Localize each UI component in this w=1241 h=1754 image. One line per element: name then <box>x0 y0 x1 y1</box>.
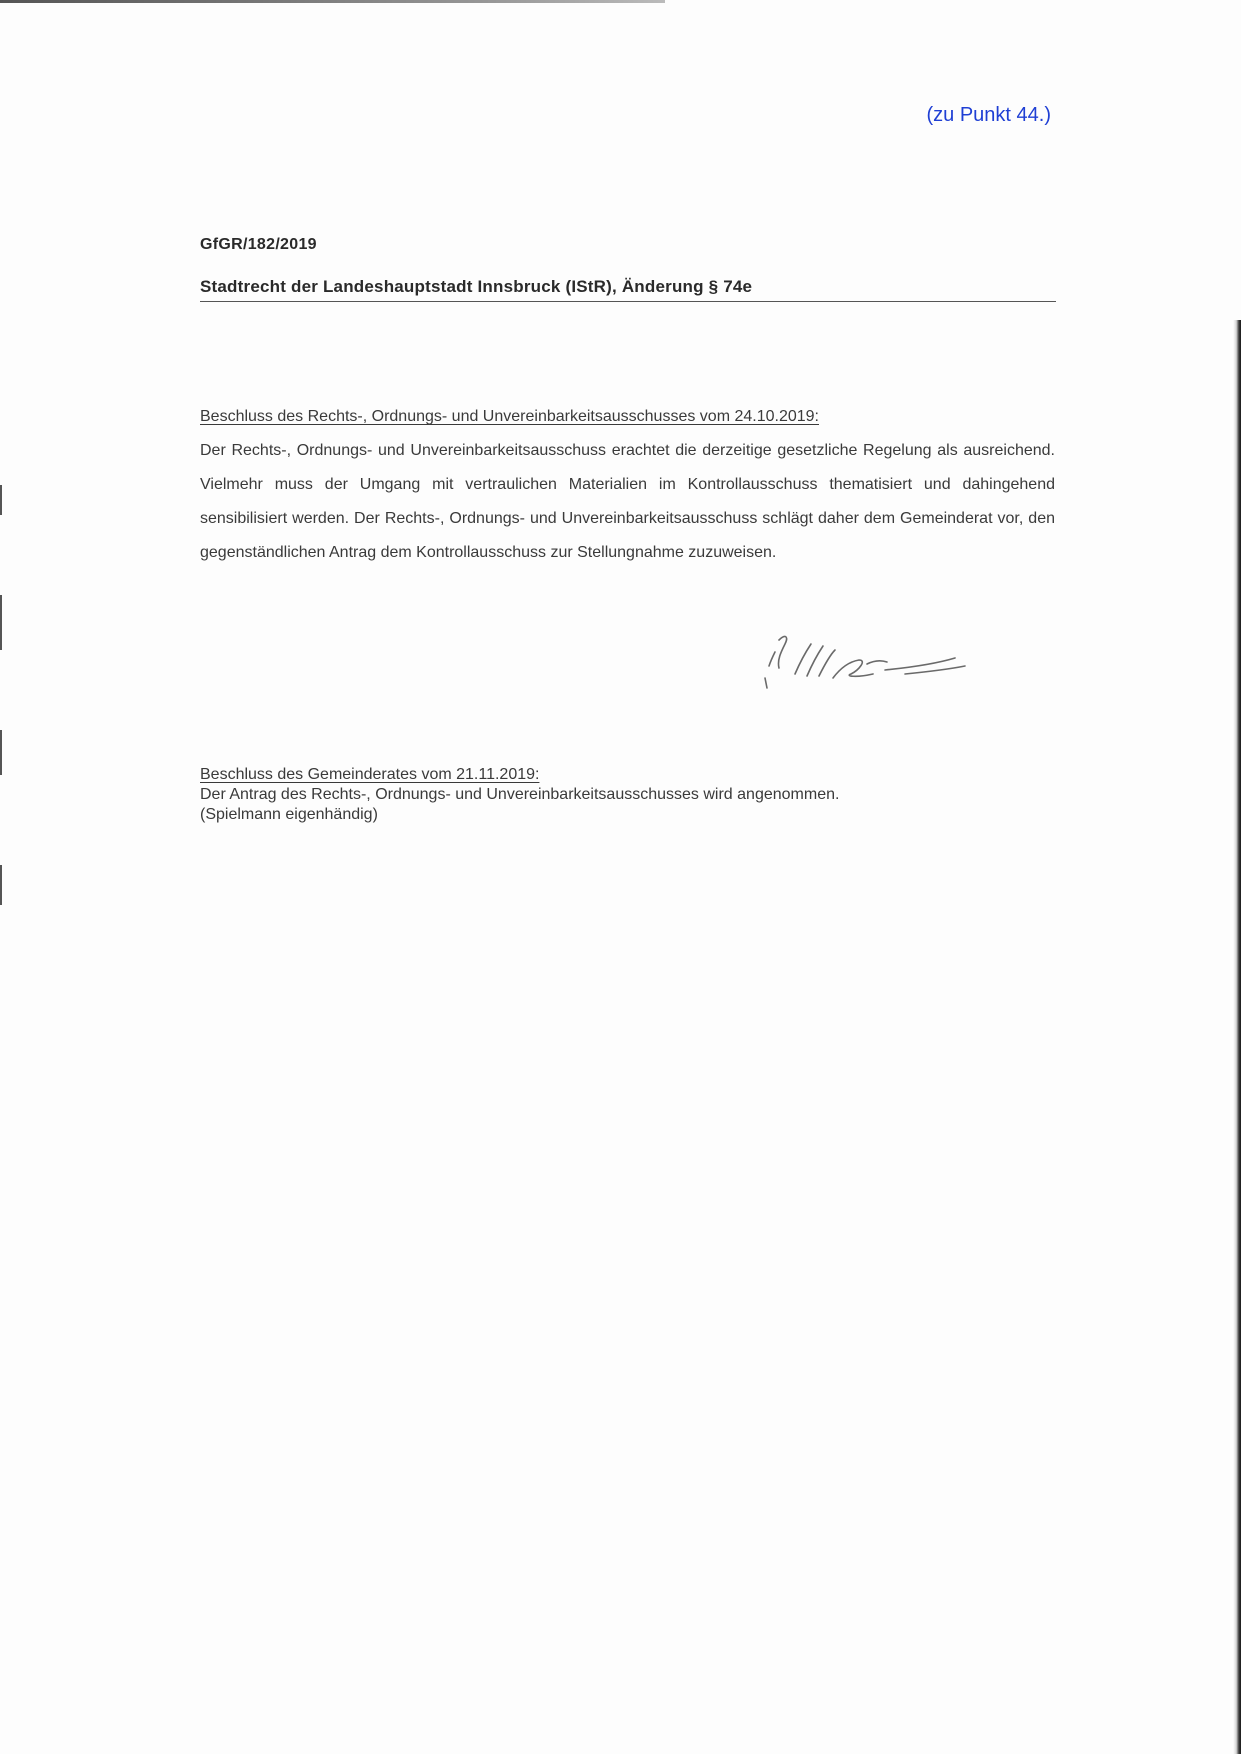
council-resolution-note: (Spielmann eigenhändig) <box>200 806 378 823</box>
scan-left-mark <box>0 485 2 515</box>
committee-resolution <box>200 400 1055 570</box>
reference-note: (zu Punkt 44.) <box>926 104 1051 126</box>
council-resolution <box>200 765 960 825</box>
scan-left-mark <box>0 865 2 905</box>
document-subject: Stadtrecht der Landeshauptstadt Innsbruck (IStR), Änderung § 74e <box>200 277 1056 302</box>
scan-left-mark <box>0 595 2 650</box>
council-resolution-heading: Beschluss des Gemeinderates vom 21.11.2019: <box>200 766 540 783</box>
committee-resolution-text: Der Rechts-, Ordnungs- und Unvereinbarkeitsausschuss erachtet die derzeitige gesetzliche Regelung als ausreichend. Vielmehr muss der Umgang mit vertraulichen Materialien im Kontrollausschuss thematisiert und dahingehend sensibilisiert werden. Der Rechts-, Ordnungs- und Unvereinbarkeitsausschuss schlägt daher dem Gemeinderat vor, den gegenständlichen Antrag dem Kontrollausschuss zur Stellungnahme zuzuweisen. <box>200 442 1055 561</box>
scan-right-edge <box>1233 320 1241 1754</box>
document-number: GfGR/182/2019 <box>200 236 317 253</box>
scan-top-edge <box>0 0 665 3</box>
committee-resolution-heading: Beschluss des Rechts-, Ordnungs- und Unvereinbarkeitsausschusses vom 24.10.2019: <box>200 408 819 425</box>
council-resolution-text: Der Antrag des Rechts-, Ordnungs- und Unvereinbarkeitsausschusses wird angenommen. <box>200 786 840 803</box>
scan-left-mark <box>0 730 2 775</box>
handwritten-signature <box>755 630 990 702</box>
